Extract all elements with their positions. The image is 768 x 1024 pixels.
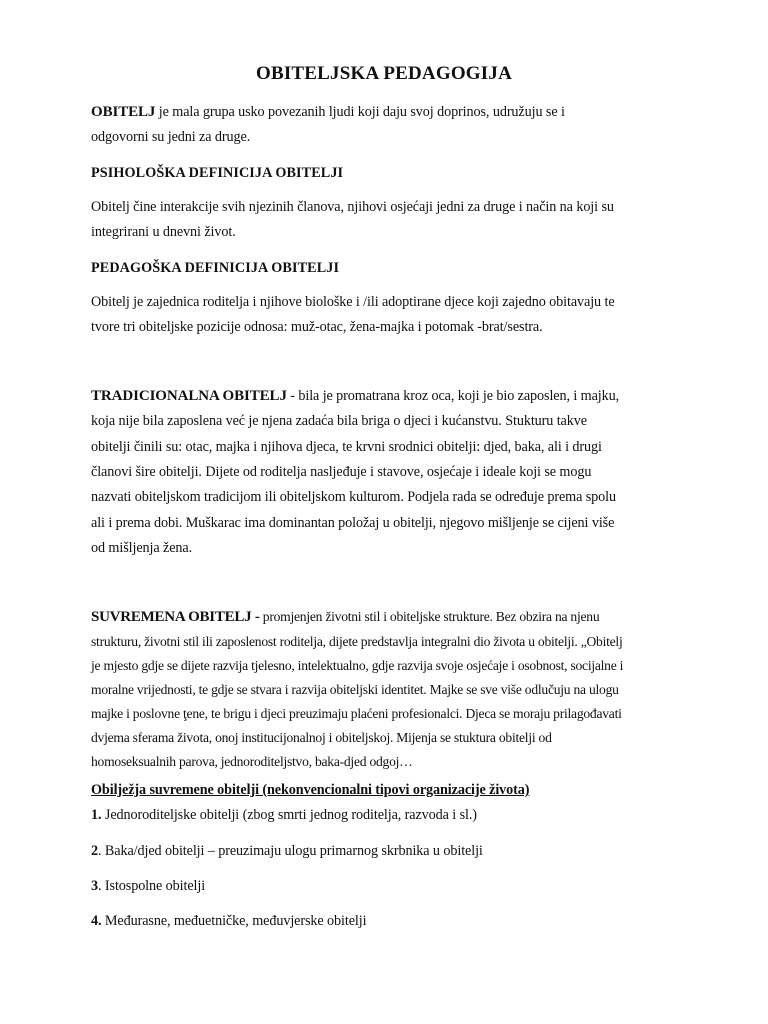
list-item-text: Međurasne, međuetničke, međuvjerske obitelji: [101, 913, 367, 929]
intro-text-1: je mala grupa usko povezanih ljudi koji daju svoj doprinos, udružuju se i: [155, 104, 565, 120]
list-item-number: 2: [91, 843, 98, 859]
modern-line-1: [91, 608, 599, 626]
intro-term: OBITELJ: [91, 104, 156, 120]
list-item: [91, 806, 477, 824]
traditional-line-6: ali i prema dobi. Muškarac ima dominantan položaj u obitelji, njegovo mišljenje se cijeni više: [91, 515, 615, 531]
traditional-term: TRADICIONALNA OBITELJ: [91, 388, 287, 404]
modern-term: SUVREMENA OBITELJ -: [91, 609, 260, 625]
list-item-number: 1.: [91, 807, 102, 823]
traditional-line-2: koja nije bila zaposlena već je njena zadaća bila briga o djeci i kućanstvu. Stukturu takve: [91, 413, 587, 429]
pedagogical-heading: PEDAGOŠKA DEFINICIJA OBITELJI: [91, 260, 340, 276]
modern-line-7: homoseksualnih parova, jednoroditeljstvo, baka-djed odgoj…: [91, 754, 413, 769]
traditional-line-4: članovi šire obitelji. Dijete od roditelja nasljeđuje i stavove, osjećaje i ideale koji se mogu: [91, 464, 592, 480]
modern-text-1: promjenjen životni stil i obiteljske strukture. Bez obzira na njenu: [259, 609, 600, 624]
list-item-number: 3: [91, 878, 98, 894]
psychological-line-2: integrirani u dnevni život.: [91, 224, 236, 240]
intro-line-2: odgovorni su jedni za druge.: [91, 129, 251, 145]
pedagogical-line-2: tvore tri obiteljske pozicije odnosa: muž-otac, žena-majka i potomak -brat/sestra.: [91, 319, 543, 335]
psychological-line-1: Obitelj čine interakcije svih njezinih članova, njihovi osjećaji jedni za druge i način na koji su: [91, 199, 614, 215]
intro-line-1: [91, 103, 565, 121]
list-item-text: Jednoroditeljske obitelji (zbog smrti jednog roditelja, razvoda i sl.): [101, 807, 477, 823]
traditional-line-7: od mišljenja žena.: [91, 540, 193, 556]
pedagogical-line-1: Obitelj je zajednica roditelja i njihove biološke i /ili adoptirane djece koji zajedno obitavaju te: [91, 294, 615, 310]
features-heading: Obilježja suvremene obitelji (nekonvencionalni tipovi organizacije života): [91, 782, 530, 798]
document-title: OBITELJSKA PEDAGOGIJA: [255, 63, 512, 84]
modern-line-2: strukturu, životni stil ili zaposlenost roditelja, dijete predstavlja integralni dio života u obitelji. „Obitelj: [91, 634, 623, 649]
list-item: [91, 842, 483, 860]
traditional-line-1: [91, 387, 619, 405]
list-item: [91, 877, 205, 895]
modern-line-3: je mjesto gdje se dijete razvija tjelesno, intelektualno, gdje razvija svoje osjećaje i osobnost, socijalne i: [91, 658, 624, 673]
modern-line-5: majke i poslovne ţene, te brigu i djeci preuzimaju plaćeni profesionalci. Djeca se moraju prilagođavati: [91, 706, 622, 721]
list-item-text: . Istospolne obitelji: [98, 878, 206, 894]
traditional-line-5: nazvati obiteljskom tradicijom ili obiteljskom kulturom. Podjela rada se određuje prema spolu: [91, 489, 616, 505]
modern-line-4: moralne vrijednosti, te gdje se stvara i razvija obiteljski identitet. Majke se sve više odlučuju na ulogu: [91, 682, 619, 697]
list-item-number: 4.: [91, 913, 102, 929]
traditional-text-1: - bila je promatrana kroz oca, koji je bio zaposlen, i majku,: [286, 388, 620, 404]
modern-line-6: dvjema sferama života, onoj institucijonalnoj i obiteljskoj. Mijenja se stuktura obitelji od: [91, 730, 552, 745]
list-item-text: . Baka/djed obitelji – preuzimaju ulogu primarnog skrbnika u obitelji: [98, 843, 483, 859]
traditional-line-3: obitelji činili su: otac, majka i njihova djeca, te krvni srodnici obitelji: djed, baka, ali i drugi: [91, 439, 602, 455]
list-item: [91, 912, 366, 930]
psychological-heading: PSIHOLOŠKA DEFINICIJA OBITELJI: [91, 165, 344, 181]
